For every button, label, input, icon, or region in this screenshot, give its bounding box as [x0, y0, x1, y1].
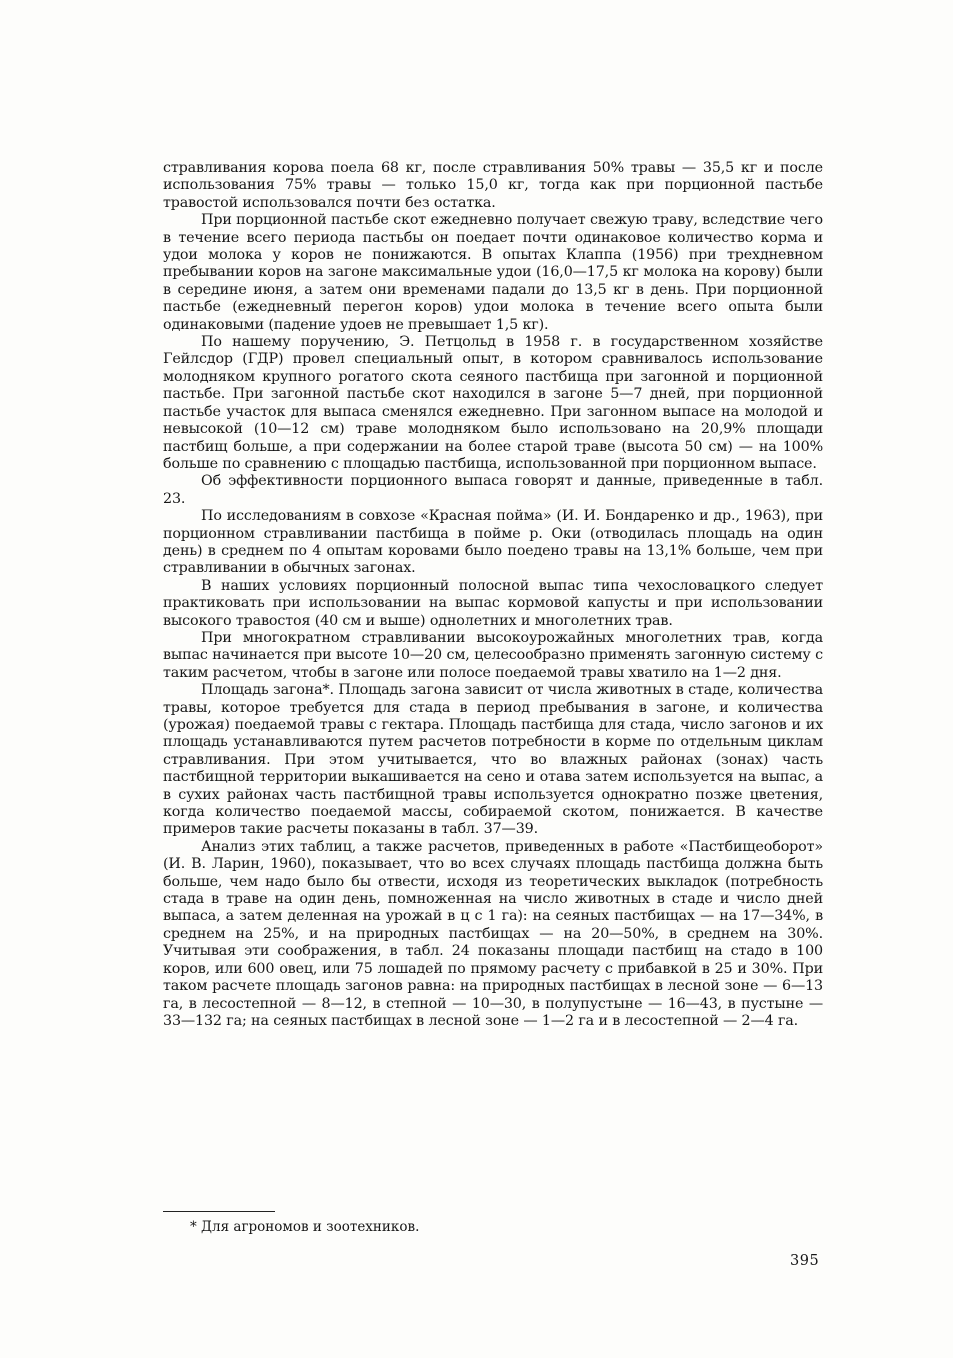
paragraph: Об эффективности порционного выпаса говорят и данные, приведенные в табл. 23. [163, 473, 823, 507]
paragraph: Анализ этих таблиц, а также расчетов, приведенных в работе «Пастбищеоборот» (И. В. Ларин, 1960), показывает, что во всех случаях площадь пастбища должна быть больше, чем надо было бы отвести, исходя из теоретических выкладок (потребность стада в траве на один день, помноженная на число животных в стаде и число дней выпаса, а затем деленная на урожай в ц с 1 га): на сеяных пастбищах — на 17—34%, в среднем на 25%, и на природных пастбищах — на 20—50%, в среднем на 30%. Учитывая эти соображения, в табл. 24 показаны площади пастбищ на стадо в 100 коров, или 600 овец, или 75 лошадей по прямому расчету с прибавкой в 25 и 30%. При таком расчете площадь загонов равна: на природных пастбищах в лесной зоне — 6—13 га, в лесостепной — 8—12, в степной — 10—30, в полупустыне — 16—43, в пустыне — 33—132 га; на сеяных пастбищах в лесной зоне — 1—2 га и в лесостепной — 2—4 га. [163, 838, 823, 1029]
paragraph: При порционной пастьбе скот ежедневно получает свежую траву, вследствие чего в течение всего периода пастьбы он поедает почти одинаковое количество корма и удои молока у коров не понижаются. В опытах Клаппа (1956) при трехдневном пребывании коров на загоне максимальные удои (16,0—17,5 кг молока на корову) были в середине июня, а затем они временами падали до 13,5 кг в день. При порционной пастьбе (ежедневный перегон коров) удои молока в течение всего опыта были одинаковыми (падение удоев не превышает 1,5 кг). [163, 212, 823, 333]
footnote: * Для агрономов и зоотехников. [190, 1219, 420, 1235]
footnote-divider [163, 1211, 275, 1212]
body-text [163, 160, 823, 1030]
paragraph: При многократном стравливании высокоурожайных многолетних трав, когда выпас начинается при высоте 10—20 см, целесообразно применять загонную систему с таким расчетом, чтобы в загоне или полосе поедаемой травы хватило на 1—2 дня. [163, 629, 823, 681]
paragraph: стравливания корова поела 68 кг, после стравливания 50% травы — 35,5 кг и после использования 75% травы — только 15,0 кг, тогда как при порционной пастьбе травостой использовался почти без остатка. [163, 160, 823, 211]
paragraph: Площадь загона*. Площадь загона зависит от числа животных в стаде, количества травы, которое требуется для стада в период пребывания в загоне, и количества (урожая) поедаемой травы с гектара. Площадь пастбища для стада, число загонов и их площадь устанавливаются путем расчетов потребности в корме по отдельным циклам стравливания. При этом учитывается, что во влажных районах (зонах) часть пастбищной территории выкашивается на сено и отава затем используется на выпас, а в сухих районах часть пастбищной травы используется однократно позже цветения, когда количество поедаемой массы, собираемой скотом, понижается. В качестве примеров такие расчеты показаны в табл. 37—39. [163, 682, 823, 838]
paragraph: В наших условиях порционный полосной выпас типа чехословацкого следует практиковать при использовании на выпас кормовой капусты и при использовании высокого травостоя (40 см и выше) однолетних и многолетних трав. [163, 577, 823, 629]
page-number: 395 [790, 1253, 820, 1269]
paragraph: По нашему поручению, Э. Петцольд в 1958 г. в государственном хозяйстве Гейлсдор (ГДР) провел специальный опыт, в котором сравнивалось использование молодняком крупного рогатого скота сеяного пастбища при загонной и порционной пастьбе. При загонной пастьбе скот находился в загоне 5—7 дней, при порционной пастьбе участок для выпаса сменялся ежедневно. При загонном выпасе на молодой и невысокой (10—12 см) траве молодняком было использовано на 20,9% площади пастбищ больше, а при содержании на более старой траве (высота 50 см) — на 100% больше по сравнению с площадью пастбища, использованной при порционном выпасе. [163, 334, 823, 472]
paragraph: По исследованиям в совхозе «Красная пойма» (И. И. Бондаренко и др., 1963), при порционном стравливании пастбища в пойме р. Оки (отводилась площадь на один день) в среднем по 4 опытам коровами было поедено травы на 13,1% больше, чем при стравливании в обычных загонах. [163, 508, 823, 577]
